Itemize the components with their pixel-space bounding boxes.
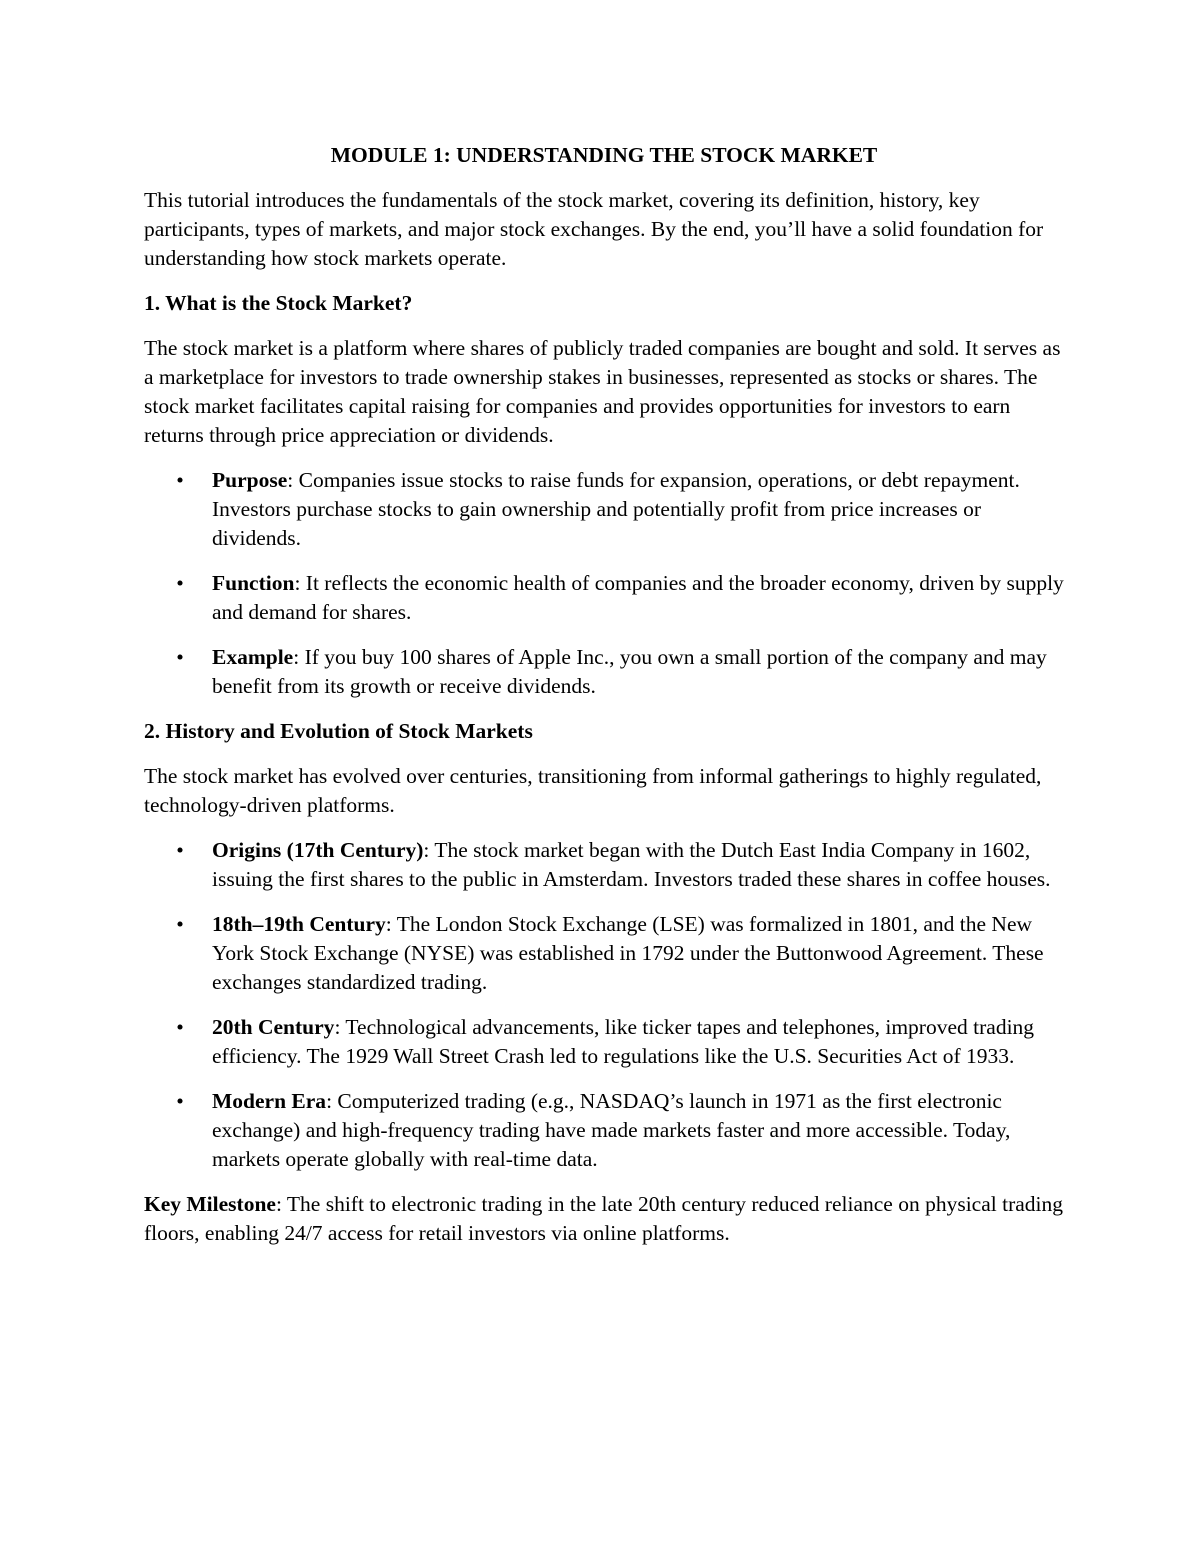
list-item-term: Function <box>212 571 295 595</box>
list-item-text: : The stock market began with the Dutch East India Company in 1602, issuing the first shares to the public in Amsterdam. Investors traded these shares in coffee houses. <box>212 838 1051 891</box>
list-item-text: : Computerized trading (e.g., NASDAQ’s launch in 1971 as the first electronic exchange) and high-frequency trading have made markets faster and more accessible. Today, markets operate globally with real-time data. <box>212 1089 1011 1171</box>
list-item-term: Example <box>212 645 294 669</box>
list-item-text: : Technological advancements, like ticker tapes and telephones, improved trading efficiency. The 1929 Wall Street Crash led to regulations like the U.S. Securities Act of 1933. <box>212 1015 1035 1068</box>
list-item-term: Purpose <box>212 468 288 492</box>
list-item-purpose <box>144 466 1064 553</box>
section-1-heading: 1. What is the Stock Market? <box>144 291 413 315</box>
list-item-term: 20th Century <box>212 1015 335 1039</box>
section-2-heading: 2. History and Evolution of Stock Markets <box>144 719 533 743</box>
list-item-term: Origins (17th Century) <box>212 838 424 862</box>
list-item-function <box>144 569 1064 627</box>
list-item-text: : The London Stock Exchange (LSE) was formalized in 1801, and the New York Stock Exchange (NYSE) was established in 1792 under the Buttonwood Agreement. These exchanges standardized trading. <box>212 912 1044 994</box>
list-item-origins <box>144 836 1064 894</box>
key-milestone-text: : The shift to electronic trading in the late 20th century reduced reliance on physical trading floors, enabling 24/7 access for retail investors via online platforms. <box>144 1192 1064 1245</box>
bullet-icon: • <box>176 838 184 862</box>
bullet-icon: • <box>176 468 184 492</box>
list-item-text: : If you buy 100 shares of Apple Inc., you own a small portion of the company and may benefit from its growth or receive dividends. <box>212 645 1047 698</box>
list-item-example <box>144 643 1064 701</box>
bullet-icon: • <box>176 571 184 595</box>
section-1-bullet-list <box>144 466 1064 701</box>
bullet-icon: • <box>176 645 184 669</box>
section-2-paragraph: The stock market has evolved over centuries, transitioning from informal gatherings to highly regulated, technology-driven platforms. <box>144 764 1042 817</box>
key-milestone-term: Key Milestone <box>144 1192 276 1216</box>
list-item-term: 18th–19th Century <box>212 912 386 936</box>
list-item-term: Modern Era <box>212 1089 327 1113</box>
bullet-icon: • <box>176 1015 184 1039</box>
section-1-paragraph: The stock market is a platform where shares of publicly traded companies are bought and sold. It serves as a marketplace for investors to trade ownership stakes in businesses, represented as stocks or shares. The stock market facilitates capital raising for companies and provides opportunities for investors to earn returns through price appreciation or dividends. <box>144 336 1061 447</box>
list-item-text: : It reflects the economic health of companies and the broader economy, driven by supply and demand for shares. <box>212 571 1064 624</box>
bullet-icon: • <box>176 912 184 936</box>
section-2-bullet-list <box>144 836 1064 1174</box>
list-item-modern-era <box>144 1087 1064 1174</box>
bullet-icon: • <box>176 1089 184 1113</box>
list-item-18th-19th-century <box>144 910 1064 997</box>
document-page <box>144 141 1064 1264</box>
intro-paragraph: This tutorial introduces the fundamentals of the stock market, covering its definition, history, key participants, types of markets, and major stock exchanges. By the end, you’ll have a solid foundation for understanding how stock markets operate. <box>144 188 1044 270</box>
list-item-20th-century <box>144 1013 1064 1071</box>
page-title: MODULE 1: UNDERSTANDING THE STOCK MARKET <box>330 143 878 167</box>
list-item-text: : Companies issue stocks to raise funds for expansion, operations, or debt repayment. Investors purchase stocks to gain ownership and potentially profit from price increases or dividends. <box>212 468 1020 550</box>
key-milestone-paragraph <box>144 1190 1064 1248</box>
